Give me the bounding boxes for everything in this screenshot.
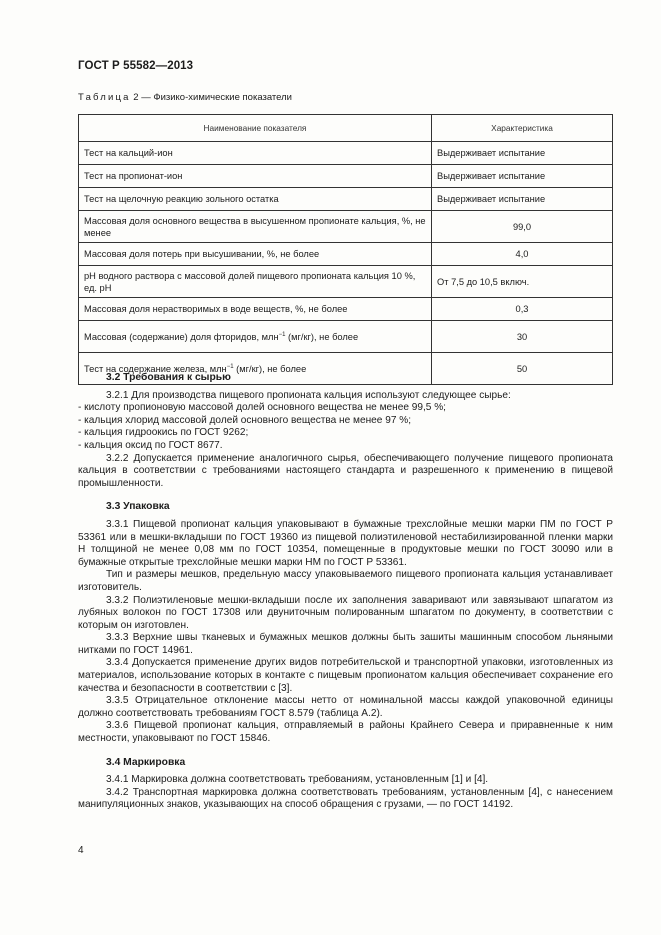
list-item: - кальция хлорид массовой долей основного вещества не менее 97 %; [78, 414, 412, 426]
paragraph: 3.2.1 Для производства пищевого пропионата кальция используют следующее сырье: [106, 389, 511, 401]
row-value: Выдерживает испытание [432, 165, 613, 188]
paragraph: 3.4.2 Транспортная маркировка должна соответствовать требованиям, установленным [4], с нанесением манипуляционных знаков, указывающих на способ обращения с грузами, — по ГОСТ 14192. [78, 786, 613, 811]
section-heading-3-4: 3.4 Маркировка [106, 756, 186, 768]
row-name [79, 321, 432, 353]
row-value: 4,0 [432, 243, 613, 266]
row-name: рН водного раствора с массовой долей пищевого пропионата кальция 10 %, ед. рН [79, 266, 432, 298]
column-header-value: Характеристика [432, 115, 613, 142]
row-name-superscript: −1 [226, 363, 234, 370]
properties-table [78, 114, 613, 385]
document-title: ГОСТ Р 55582—2013 [78, 60, 194, 72]
row-value: 30 [432, 321, 613, 353]
row-value: Выдерживает испытание [432, 142, 613, 165]
section-heading-3-3: 3.3 Упаковка [106, 501, 170, 513]
paragraph: 3.3.6 Пищевой пропионат кальция, отправляемый в районы Крайнего Севера и приравненные к ним местности, упаковывают по ГОСТ 15846. [78, 720, 613, 745]
paragraph: 3.2.2 Допускается применение аналогичного сырья, обеспечивающего получение пищевого пропионата кальция в соответствии с требованиями настоящего стандарта и разрешенного к применению в пищевой промышленности. [78, 452, 613, 489]
row-name-text: Массовая (содержание) доля фторидов, млн [84, 331, 279, 342]
table-caption [78, 92, 292, 103]
table-header-row [79, 115, 613, 142]
row-name: Тест на пропионат-ион [79, 165, 432, 188]
paragraph: 3.4.1 Маркировка должна соответствовать требованиям, установленным [1] и [4]. [106, 774, 489, 786]
paragraph: 3.3.2 Полиэтиленовые мешки-вкладыши после их заполнения заваривают или завязывают шпагатом из лубяных волокон по ГОСТ 17308 или двуниточным полированным шпагатом по документу, в соответствии с которым он изготовлен. [78, 594, 613, 631]
paragraph: 3.3.1 Пищевой пропионат кальция упаковывают в бумажные трехслойные мешки марки ПМ по ГОСТ Р 53361 или в мешки-вкладыши по ГОСТ 19360 из пищевой полиэтиленовой нестабилизированной пленки марки Н толщиной не менее 0,08 мм по ГОСТ 10354, помещенные в продуктовые мешки по ГОСТ 30090 или в бумажные открытые трехслойные мешки марки НМ по ГОСТ Р 53361. [78, 518, 613, 568]
paragraph: Тип и размеры мешков, предельную массу упаковываемого пищевого пропионата кальция устанавливает изготовитель. [78, 569, 613, 593]
body-text [78, 372, 613, 812]
row-value: От 7,5 до 10,5 включ. [432, 266, 613, 298]
table-row [79, 142, 613, 165]
row-name: Массовая доля потерь при высушивании, %, не более [79, 243, 432, 266]
row-name: Массовая доля основного вещества в высушенном пропионате кальция, %, не менее [79, 211, 432, 243]
row-value: 99,0 [432, 211, 613, 243]
table-caption-text: 2 — Физико-химические показатели [130, 92, 292, 103]
table-row [79, 211, 613, 243]
row-name: Тест на щелочную реакцию зольного остатка [79, 188, 432, 211]
table-row [79, 188, 613, 211]
row-name: Массовая доля нерастворимых в воде веществ, %, не более [79, 298, 432, 321]
table-row [79, 266, 613, 298]
section-heading-3-2: 3.2 Требования к сырью [106, 372, 231, 383]
row-name-superscript: −1 [278, 331, 286, 338]
page-number: 4 [78, 845, 84, 856]
list-item: - кальция оксид по ГОСТ 8677. [78, 439, 223, 451]
row-name: Тест на кальций-ион [79, 142, 432, 165]
list-item: - кислоту пропионовую массовой долей основного вещества не менее 99,5 %; [78, 402, 446, 414]
row-name-text-end: (мг/кг), не более [285, 331, 359, 342]
paragraph: 3.3.5 Отрицательное отклонение массы нетто от номинальной массы каждой упаковочной единицы должно соответствовать требованиям ГОСТ 8.579 (таблица А.2). [78, 695, 613, 719]
table-row [79, 165, 613, 188]
row-value: 0,3 [432, 298, 613, 321]
paragraph: 3.3.3 Верхние швы тканевых и бумажных мешков должны быть зашиты машинным способом льняными нитками по ГОСТ 14961. [78, 632, 613, 656]
paragraph: 3.3.4 Допускается применение других видов потребительской и транспортной упаковки, изготовленных из материалов, использование которых в контакте с пищевым пропионатом кальция обеспечивает сохранение его качества и безопасности в соответствии с [3]. [78, 657, 613, 694]
row-name-text-end: (мг/кг), не более [233, 363, 307, 374]
list-item: - кальция гидроокись по ГОСТ 9262; [78, 427, 249, 439]
table-row [79, 243, 613, 266]
row-value: 50 [432, 353, 613, 385]
row-value: Выдерживает испытание [432, 188, 613, 211]
column-header-name: Наименование показателя [79, 115, 432, 142]
table-row [79, 321, 613, 353]
table-row [79, 298, 613, 321]
table-caption-prefix: Таблица [78, 92, 131, 103]
row-name-text: Тест на содержание железа, млн [84, 363, 227, 374]
